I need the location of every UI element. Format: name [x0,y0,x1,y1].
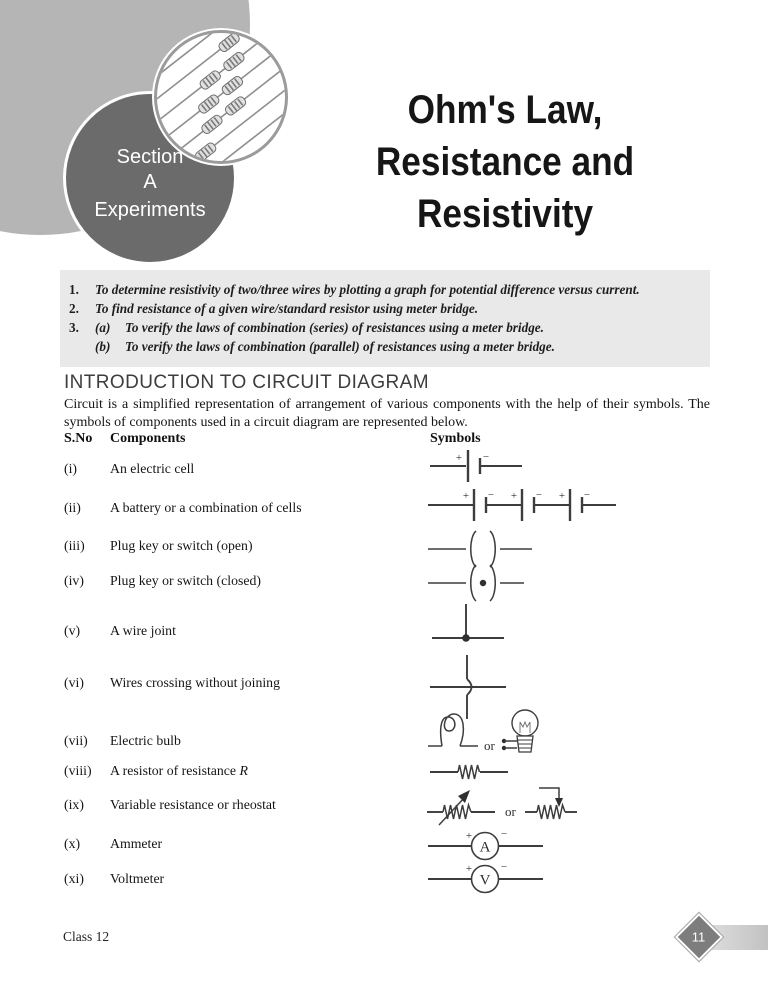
plug-key-closed-symbol [428,561,538,605]
resistor-symbol [430,762,540,782]
page-title-line3: Resistivity [416,192,594,236]
page-title-line1: Ohm's Law, [407,88,603,132]
footer-class-label: Class 12 [63,929,110,944]
column-header-components: Components [110,431,186,446]
page-title [333,84,676,240]
experiment-subitem [95,337,710,356]
experiment-number: 3. [69,320,79,335]
svg-text:−: − [500,828,508,840]
page-number: 11 [692,929,706,945]
page-number-diamond [675,913,723,961]
svg-text:−: − [487,489,495,501]
column-header-sno: S.No [64,431,93,446]
experiment-item [60,280,710,299]
experiment-sublabel: (a) [95,320,111,335]
section-badge-line1: Section [116,146,184,168]
intro-heading: INTRODUCTION TO CIRCUIT DIAGRAM [64,372,429,393]
experiment-subitems [95,318,710,356]
rheostat-symbol [425,784,580,828]
svg-text:+: + [465,863,473,875]
intro-paragraph: Circuit is a simplified representation of arrangement of various components with the help of their symbols. The symbols of components used in a circuit diagram are represented below. [64,397,710,430]
textbook-page: Section A Experiments Ohm's Law, Resistance and Resistivity 1. To determine resistivity of two/three wires by plotting a graph for potential difference versus current. 2. To find resistance of a given wire/standard resistor using meter bridge. 3. (a) To verify the laws of combination (series) of resistances using a meter bridge. (b) To verify the laws of combination (parallel) of resistances using a meter bridge. INTRODUCTION TO CIRCUIT DIAGRAM Circuit is a simplified representation of arrangement of various components with the help of their symbols. The symbols of components used in a circuit diagram are represented below. S.No Components Symbols (i) An electric cell (ii) A battery or a combination of cells (iii) Plug key or switch (open) (iv) Plug key or switch (closed) (v) A wire joint (vi) Wires crossing without joining (vii) Electric bulb (viii) A resistor of resistance R (ix) Variable resistance or rheostat (x) Ammeter (xi) Voltmeter + − + − + − + − or or A + − V + − Class 12 11 [0,0,768,994]
page-title-line2: Resistance and [375,140,635,184]
svg-text:+: + [558,490,566,502]
svg-text:or: or [505,804,516,819]
experiment-item [60,318,710,356]
svg-text:or: or [484,738,495,753]
experiment-number: 2. [69,301,79,316]
experiment-text: To verify the laws of combination (series) of resistances using a meter bridge. [125,320,544,335]
experiment-item [60,299,710,318]
svg-text:−: − [500,861,508,873]
experiment-text: To determine resistivity of two/three wires by plotting a graph for potential difference versus current. [95,282,640,297]
experiment-text: To find resistance of a given wire/standard resistor using meter bridge. [95,301,479,316]
experiments-box [60,270,710,367]
svg-text:−: − [583,489,591,501]
resistors-photo-art [157,33,285,161]
svg-text:+: + [455,452,463,464]
svg-text:A: A [479,839,491,856]
voltmeter-symbol [425,859,575,899]
electric-cell-symbol [430,448,530,484]
section-badge-line2: A [143,171,157,193]
experiment-sublabel: (b) [95,339,111,354]
column-header-symbols: Symbols [430,431,481,446]
svg-text:V: V [479,872,491,889]
electric-bulb-symbol [426,706,561,758]
experiment-text: To verify the laws of combination (parallel) of resistances using a meter bridge. [125,339,555,354]
wire-joint-symbol [430,602,510,646]
bulb-drawing [502,710,538,752]
resistors-photo [154,30,288,164]
experiment-subitem [95,318,710,337]
battery-symbol [428,487,618,523]
svg-text:+: + [510,490,518,502]
experiment-number: 1. [69,282,79,297]
svg-text:−: − [482,451,490,463]
svg-text:−: − [535,489,543,501]
svg-text:+: + [462,490,470,502]
section-badge-line3: Experiments [94,199,206,221]
svg-text:+: + [465,830,473,842]
